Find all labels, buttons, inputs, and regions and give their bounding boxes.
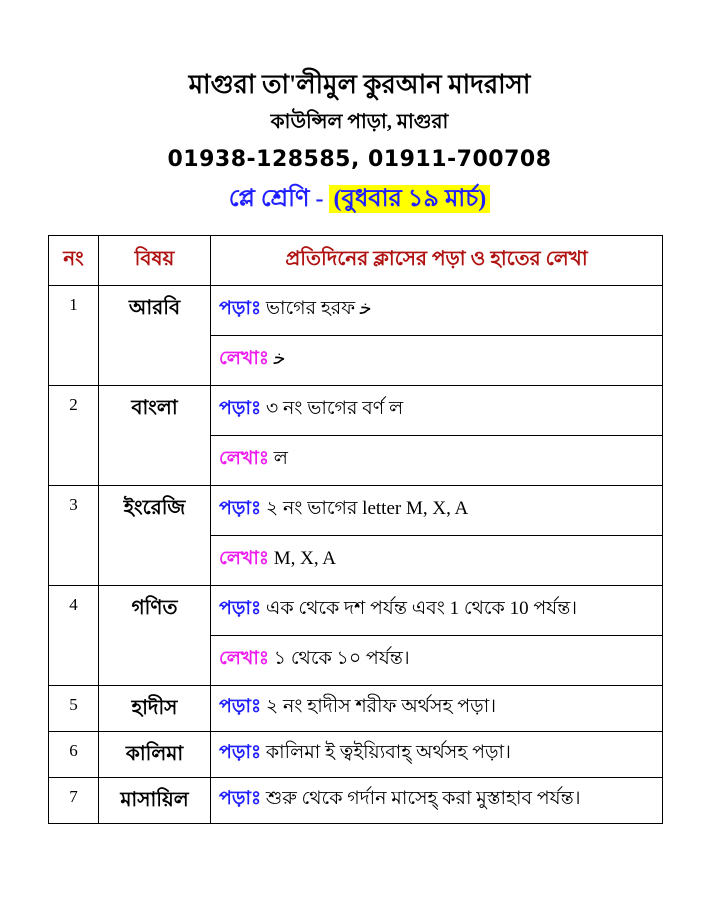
- write-task-cell: [211, 535, 663, 585]
- column-header-task: প্রতিদিনের ক্লাসের পড়া ও হাতের লেখা: [211, 235, 663, 285]
- subject-cell: বাংলা: [99, 385, 211, 485]
- row-number: 3: [49, 485, 99, 585]
- read-label: পড়াঃ: [219, 696, 262, 718]
- read-task-cell: [211, 777, 663, 823]
- row-number: 6: [49, 731, 99, 777]
- read-task-cell: [211, 731, 663, 777]
- subject-cell: গণিত: [99, 585, 211, 685]
- read-text: ২ নং ভাগের letter M, X, A: [265, 498, 469, 520]
- table-row: [49, 485, 663, 535]
- write-text: ১ থেকে ১০ পর্যন্ত।: [273, 648, 410, 670]
- class-line: [0, 180, 719, 220]
- subject-cell: ইংরেজি: [99, 485, 211, 585]
- read-text: শুরু থেকে গর্দান মাসেহ্ করা মুস্তাহাব পর্যন্ত।: [265, 788, 581, 810]
- madrasa-title: মাগুরা তা'লীমুল কুরআন মাদরাসা: [188, 70, 531, 99]
- read-label: পড়াঃ: [219, 742, 262, 764]
- read-task-cell: [211, 385, 663, 435]
- read-label: পড়াঃ: [219, 788, 262, 810]
- write-task-cell: [211, 335, 663, 385]
- write-label: লেখাঃ: [219, 548, 269, 570]
- read-text: কালিমা ই ত্বইয়্যিবাহ্ অর্থসহ পড়া।: [265, 742, 511, 764]
- write-task-cell: [211, 435, 663, 485]
- read-label: পড়াঃ: [219, 598, 262, 620]
- write-label: লেখাঃ: [219, 348, 269, 370]
- row-number: 5: [49, 685, 99, 731]
- read-text: ২ নং হাদীস শরীফ অর্থসহ পড়া।: [265, 696, 497, 718]
- read-text: ভাগের হরফ ﺧ: [265, 298, 372, 320]
- read-task-cell: [211, 485, 663, 535]
- row-number: 4: [49, 585, 99, 685]
- lesson-schedule-table: [48, 235, 663, 824]
- read-text: এক থেকে দশ পর্যন্ত এবং 1 থেকে 10 পর্যন্ত।: [265, 598, 578, 620]
- read-task-cell: [211, 285, 663, 335]
- subject-cell: আরবি: [99, 285, 211, 385]
- subject-cell: হাদীস: [99, 685, 211, 731]
- subject-cell: মাসায়িল: [99, 777, 211, 823]
- class-name-label: প্লে শ্রেণি -: [228, 185, 330, 212]
- write-text: ﺧ: [273, 348, 286, 370]
- table-row: [49, 385, 663, 435]
- subject-cell: কালিমা: [99, 731, 211, 777]
- write-task-cell: [211, 635, 663, 685]
- row-number: 7: [49, 777, 99, 823]
- read-text: ৩ নং ভাগের বর্ণ ল: [265, 398, 404, 420]
- write-text: M, X, A: [273, 548, 337, 570]
- read-label: পড়াঃ: [219, 498, 262, 520]
- column-header-subject: বিষয়: [99, 235, 211, 285]
- table-row: [49, 731, 663, 777]
- write-text: ল: [273, 448, 288, 470]
- table-row: [49, 585, 663, 635]
- read-label: পড়াঃ: [219, 298, 262, 320]
- write-label: লেখাঃ: [219, 448, 269, 470]
- write-label: লেখাঃ: [219, 648, 269, 670]
- read-task-cell: [211, 585, 663, 635]
- read-label: পড়াঃ: [219, 398, 262, 420]
- phone-numbers: 01938-128585, 01911-700708: [167, 146, 552, 172]
- read-task-cell: [211, 685, 663, 731]
- madrasa-address: কাউন্সিল পাড়া, মাগুরা: [270, 110, 449, 133]
- table-row: [49, 685, 663, 731]
- class-date-highlight: (বুধবার ১৯ মার্চ): [329, 185, 490, 213]
- table-header-row: [49, 235, 663, 285]
- column-header-no: নং: [49, 235, 99, 285]
- table-row: [49, 777, 663, 823]
- table-row: [49, 285, 663, 335]
- row-number: 2: [49, 385, 99, 485]
- row-number: 1: [49, 285, 99, 385]
- document-header: [0, 70, 719, 220]
